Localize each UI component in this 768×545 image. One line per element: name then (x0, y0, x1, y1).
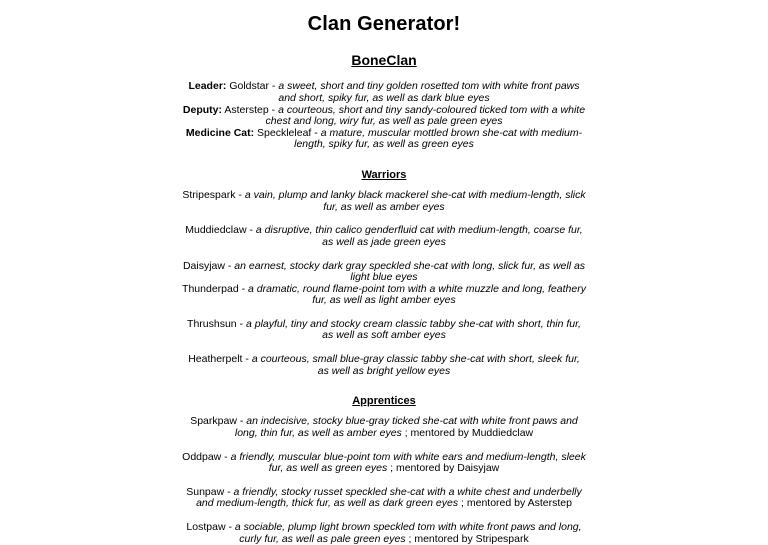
mentor-note: ; mentored by Asterstep (458, 497, 572, 510)
cat-description: a courteous, small blue-gray classic tabby she-cat with short, sleek fur, as well as bright yellow eyes (251, 353, 580, 377)
cat-name: Thrushsun (187, 317, 237, 330)
name-separator: - (269, 80, 279, 93)
section-heading-apprentices: Apprentices (352, 395, 416, 408)
page-title: Clan Generator! (307, 13, 461, 35)
warrior-entry (182, 319, 586, 342)
leadership-role-label: Leader: (188, 80, 227, 93)
cat-name: Thunderpad (182, 282, 239, 295)
warrior-entry (182, 284, 586, 307)
name-separator: - (242, 353, 252, 366)
name-separator: - (238, 282, 249, 295)
name-separator: - (311, 126, 321, 139)
leadership-entry (182, 81, 586, 104)
clan-name-heading: BoneClan (351, 52, 417, 68)
cat-name: Sunpaw (186, 485, 225, 498)
cat-description: a vain, plump and lanky black mackerel she-cat with medium-length, slick fur, as well as amber eyes (244, 189, 586, 213)
cat-description: an indecisive, stocky blue-gray ticked she-cat with white front paws and long, thin fur, as well as amber eyes (234, 415, 578, 440)
name-separator: - (224, 259, 235, 272)
cat-description: an earnest, stocky dark gray speckled she-cat with long, slick fur, as well as light blue eyes (234, 259, 586, 284)
cat-name: Asterstep (224, 103, 269, 116)
cat-name: Lostpaw (186, 521, 226, 534)
apprentice-entry (182, 416, 586, 439)
cat-name: Stripespark (182, 189, 236, 202)
apprentice-entry (182, 452, 586, 475)
cat-description: a sociable, plump light brown speckled tom with white front paws and long, curly fur, as well as pale green eyes (234, 521, 582, 545)
leadership-role-label: Deputy: (182, 103, 223, 116)
apprentices-list (182, 416, 586, 545)
cat-description: a playful, tiny and stocky cream classic tabby she-cat with short, thin fur, as well as soft amber eyes (245, 317, 581, 342)
leadership-role-label: Medicine Cat: (185, 126, 255, 139)
name-separator: - (224, 485, 234, 498)
name-separator: - (236, 415, 247, 428)
clan-content (182, 81, 586, 545)
cat-description: a dramatic, round flame-point tom with a white muzzle and long, feathery fur, as well as light amber eyes (248, 282, 586, 307)
cat-name: Daisyjaw (182, 259, 225, 272)
name-separator: - (246, 224, 256, 237)
section-heading-warriors: Warriors (361, 168, 407, 181)
cat-name: Heatherpelt (188, 353, 243, 366)
cat-description: a mature, muscular mottled brown she-cat with medium-length, spiky fur, as well as green eyes (294, 126, 583, 151)
clan-generator-page (0, 13, 768, 545)
cat-description: a disruptive, thin calico genderfluid cat with medium-length, coarse fur, as well as jade green eyes (255, 224, 583, 248)
cat-name: Oddpaw (182, 450, 222, 463)
name-separator: - (225, 521, 235, 534)
apprentice-entry (182, 522, 586, 545)
cat-description: a friendly, muscular blue-point tom with white ears and medium-length, sleek fur, as well as green eyes (230, 450, 586, 475)
cat-name: Muddiedclaw (185, 224, 247, 237)
warriors-list (182, 190, 586, 377)
warrior-entry (182, 354, 586, 377)
leadership-entry (182, 128, 586, 151)
mentor-note: ; mentored by Daisyjaw (387, 462, 500, 475)
warrior-entry (182, 225, 586, 248)
warrior-entry (182, 261, 586, 284)
cat-name: Speckleleaf (257, 126, 312, 139)
name-separator: - (235, 189, 245, 202)
cat-name: Goldstar (229, 80, 270, 93)
name-separator: - (268, 103, 279, 116)
leadership-entry (182, 105, 586, 128)
cat-name: Sparkpaw (190, 415, 237, 428)
cat-description: a courteous, short and tiny sandy-coloured ticked tom with a white chest and long, wiry fur, as well as pale green eyes (265, 103, 586, 128)
mentor-note: ; mentored by Muddiedclaw (401, 427, 534, 440)
cat-description: a friendly, stocky russet speckled she-cat with a white chest and underbelly and medium-length, thick fur, as well as dark green eyes (196, 485, 582, 510)
mentor-note: ; mentored by Stripespark (405, 532, 529, 545)
cat-description: a sweet, short and tiny golden rosetted tom with white front paws and short, spiky fur, as well as dark blue eyes (278, 80, 580, 104)
apprentice-entry (182, 487, 586, 510)
warrior-entry (182, 190, 586, 213)
leadership-section (182, 81, 586, 151)
name-separator: - (236, 317, 246, 330)
name-separator: - (221, 450, 231, 463)
